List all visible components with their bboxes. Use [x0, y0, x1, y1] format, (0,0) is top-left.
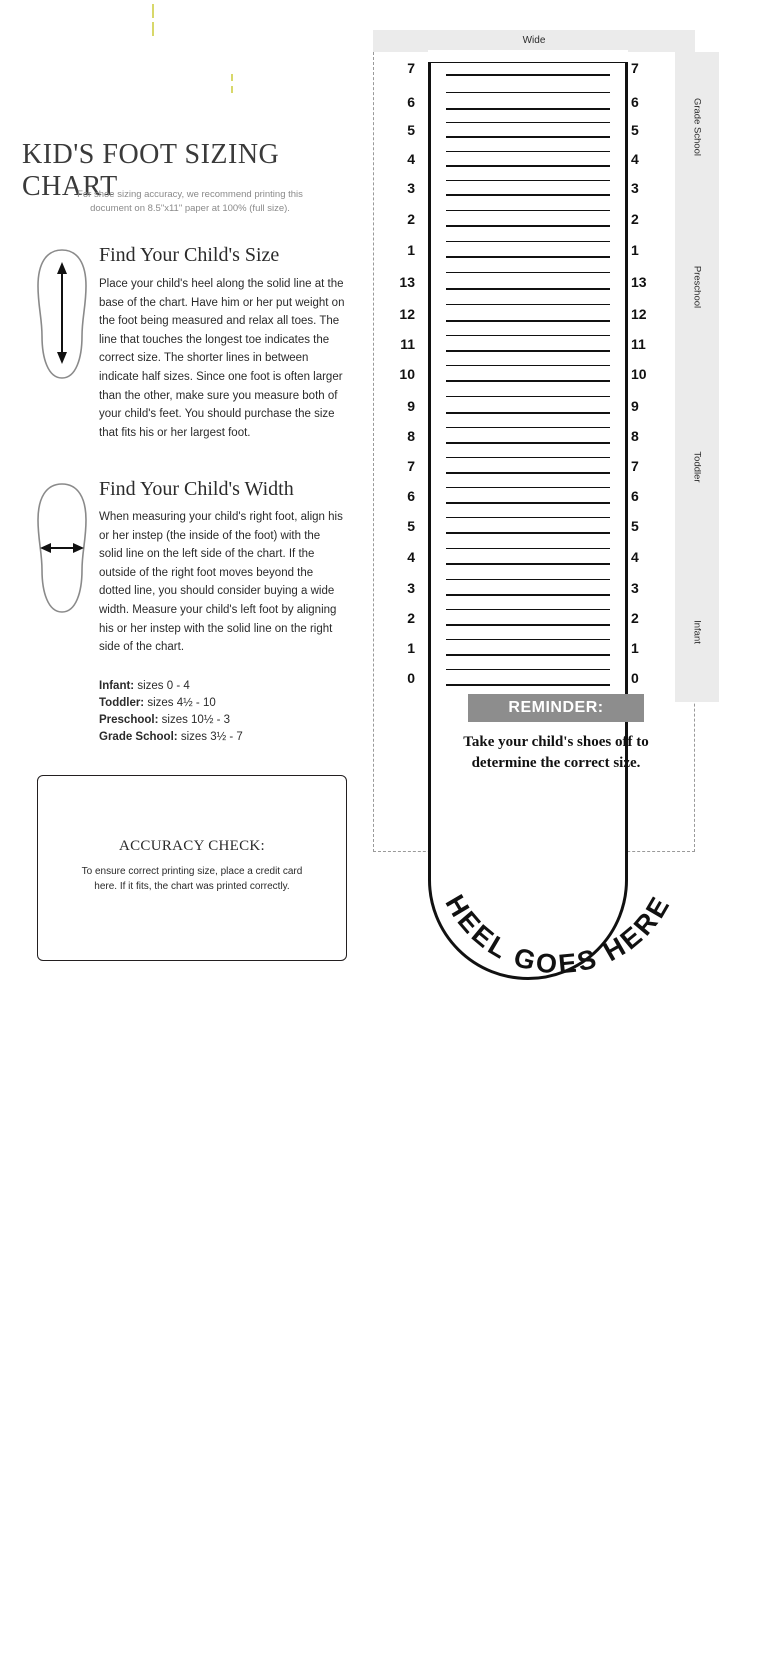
size-number-right: 13 [631, 274, 647, 290]
half-size-line [446, 210, 610, 211]
size-range-value: sizes 4½ - 10 [147, 697, 216, 709]
size-number-left: 7 [407, 60, 415, 76]
half-size-line [446, 669, 610, 670]
half-size-line [446, 609, 610, 610]
list-item [99, 695, 359, 712]
size-line [446, 654, 610, 656]
size-number-left: 2 [407, 211, 415, 227]
reminder-badge-label: REMINDER: [508, 699, 604, 716]
left-column [0, 0, 372, 994]
size-line [446, 594, 610, 596]
size-line [446, 350, 610, 352]
size-range-label: Grade School: [99, 731, 178, 743]
size-number-right: 5 [631, 122, 639, 138]
heel-goes-here-label [393, 840, 723, 990]
half-size-line [446, 180, 610, 181]
list-item [99, 678, 359, 695]
size-number-left: 6 [407, 488, 415, 504]
size-number-right: 7 [631, 458, 639, 474]
age-group-label: Preschool [691, 265, 703, 309]
half-size-line [446, 365, 610, 366]
half-size-line [446, 457, 610, 458]
age-group-label: Toddler [691, 451, 703, 483]
size-number-right: 3 [631, 180, 639, 196]
size-line [446, 136, 610, 138]
wide-label: Wide [522, 35, 546, 46]
half-size-line [446, 151, 610, 152]
size-range-label: Toddler: [99, 697, 145, 709]
accuracy-check-box [37, 775, 347, 961]
half-size-line [446, 427, 610, 428]
list-item [99, 729, 359, 746]
reminder-text: Take your child's shoes off to determine the correct size. [463, 734, 649, 771]
size-line [446, 165, 610, 167]
size-number-left: 4 [407, 151, 415, 167]
half-size-line [446, 241, 610, 242]
size-range-value: sizes 3½ - 7 [180, 731, 243, 743]
size-line [446, 684, 610, 686]
half-size-line [446, 396, 610, 397]
size-line [446, 412, 610, 414]
size-number-left: 10 [399, 366, 415, 382]
size-number-left: 12 [399, 306, 415, 322]
size-number-right: 5 [631, 518, 639, 534]
size-line [446, 532, 610, 534]
half-size-line [446, 487, 610, 488]
size-number-left: 13 [399, 274, 415, 290]
size-line [446, 563, 610, 565]
half-size-line [446, 548, 610, 549]
size-number-left: 11 [400, 336, 415, 352]
size-number-right: 11 [631, 336, 646, 352]
half-size-line [446, 579, 610, 580]
size-number-right: 10 [631, 366, 647, 382]
size-line [446, 288, 610, 290]
age-group-preschool [675, 202, 719, 372]
heel-goes-here-text: HEEL GOES HERE [439, 889, 677, 980]
size-line [446, 108, 610, 110]
age-group-label: Grade School [691, 97, 703, 157]
size-number-right: 2 [631, 610, 639, 626]
age-group-toddler [675, 372, 719, 562]
size-number-left: 8 [407, 428, 415, 444]
size-range-label: Preschool: [99, 714, 159, 726]
size-number-right: 2 [631, 211, 639, 227]
half-size-line [446, 335, 610, 336]
half-size-line [446, 639, 610, 640]
size-number-left: 9 [407, 398, 415, 414]
size-number-left: 4 [407, 549, 415, 565]
half-size-line [446, 517, 610, 518]
size-number-right: 1 [631, 242, 639, 258]
age-group-grade-school [675, 52, 719, 202]
size-range-value: sizes 10½ - 3 [161, 714, 231, 726]
size-line [446, 194, 610, 196]
size-number-right: 1 [631, 640, 639, 656]
size-line [446, 442, 610, 444]
size-number-left: 0 [407, 670, 415, 686]
size-number-right: 7 [631, 60, 639, 76]
size-number-left: 1 [407, 242, 415, 258]
half-size-line [446, 304, 610, 305]
reminder-badge [468, 694, 644, 722]
footbed-open-top [428, 50, 628, 62]
size-range-list [99, 678, 359, 746]
size-line [446, 256, 610, 258]
size-number-right: 6 [631, 94, 639, 110]
size-number-left: 3 [407, 180, 415, 196]
size-number-right: 9 [631, 398, 639, 414]
size-number-right: 6 [631, 488, 639, 504]
section-body-width: When measuring your child's right foot, align his or her instep (the inside of the foot) with the solid line on the left side of the chart. If the outside of the right foot moves beyond the dotted line, you should consider buying a wide width. Measure your child's left foot by aligning his or her instep with the solid line on the right side of the chart. [99, 511, 343, 654]
section-heading-size: Find Your Child's Size [99, 244, 280, 266]
print-instructions: For shoe sizing accuracy, we recommend printing this document on 8.5"x11" paper at 100% (full size). [77, 189, 303, 214]
half-size-line [446, 92, 610, 93]
age-group-infant [675, 562, 719, 702]
size-line [446, 74, 610, 76]
svg-text:HEEL GOES HERE [439, 890, 676, 980]
size-line [446, 320, 610, 322]
size-number-right: 8 [631, 428, 639, 444]
size-line [446, 502, 610, 504]
foot-measuring-chart [373, 30, 739, 990]
size-number-left: 3 [407, 580, 415, 596]
size-line [446, 380, 610, 382]
size-line [446, 624, 610, 626]
accuracy-check-body: To ensure correct printing size, place a credit card here. If it fits, the chart was printed correctly. [81, 866, 303, 892]
foot-outline-length-icon [34, 248, 90, 380]
size-number-left: 6 [407, 94, 415, 110]
accuracy-check-title: ACCURACY CHECK: [118, 838, 266, 854]
size-line [446, 472, 610, 474]
size-range-label: Infant: [99, 680, 135, 692]
page-title: KID'S FOOT SIZING CHART [22, 139, 280, 202]
list-item [99, 712, 359, 729]
size-line [446, 225, 610, 227]
section-body-size: Place your child's heel along the solid line at the base of the chart. Have him or her put weight on the foot being measured and relax all toes. The line that touches the longest toe indicates the correct size. The shorter lines in between indicate half sizes. Since one foot is often larger than the other, make sure you measure both of your child's feet. You should purchase the size that fits his or her largest foot. [99, 278, 345, 439]
size-number-left: 5 [407, 518, 415, 534]
size-number-left: 1 [407, 640, 415, 656]
size-number-right: 0 [631, 670, 639, 686]
size-range-value: sizes 0 - 4 [137, 680, 190, 692]
size-number-left: 2 [407, 610, 415, 626]
half-size-line [446, 272, 610, 273]
size-number-right: 4 [631, 151, 639, 167]
size-number-right: 4 [631, 549, 639, 565]
size-number-left: 5 [407, 122, 415, 138]
size-number-right: 12 [631, 306, 647, 322]
half-size-line [446, 122, 610, 123]
size-number-left: 7 [407, 458, 415, 474]
section-heading-width: Find Your Child's Width [99, 478, 294, 500]
size-number-right: 3 [631, 580, 639, 596]
foot-outline-width-icon [34, 482, 90, 614]
age-group-label: Infant [691, 620, 703, 644]
